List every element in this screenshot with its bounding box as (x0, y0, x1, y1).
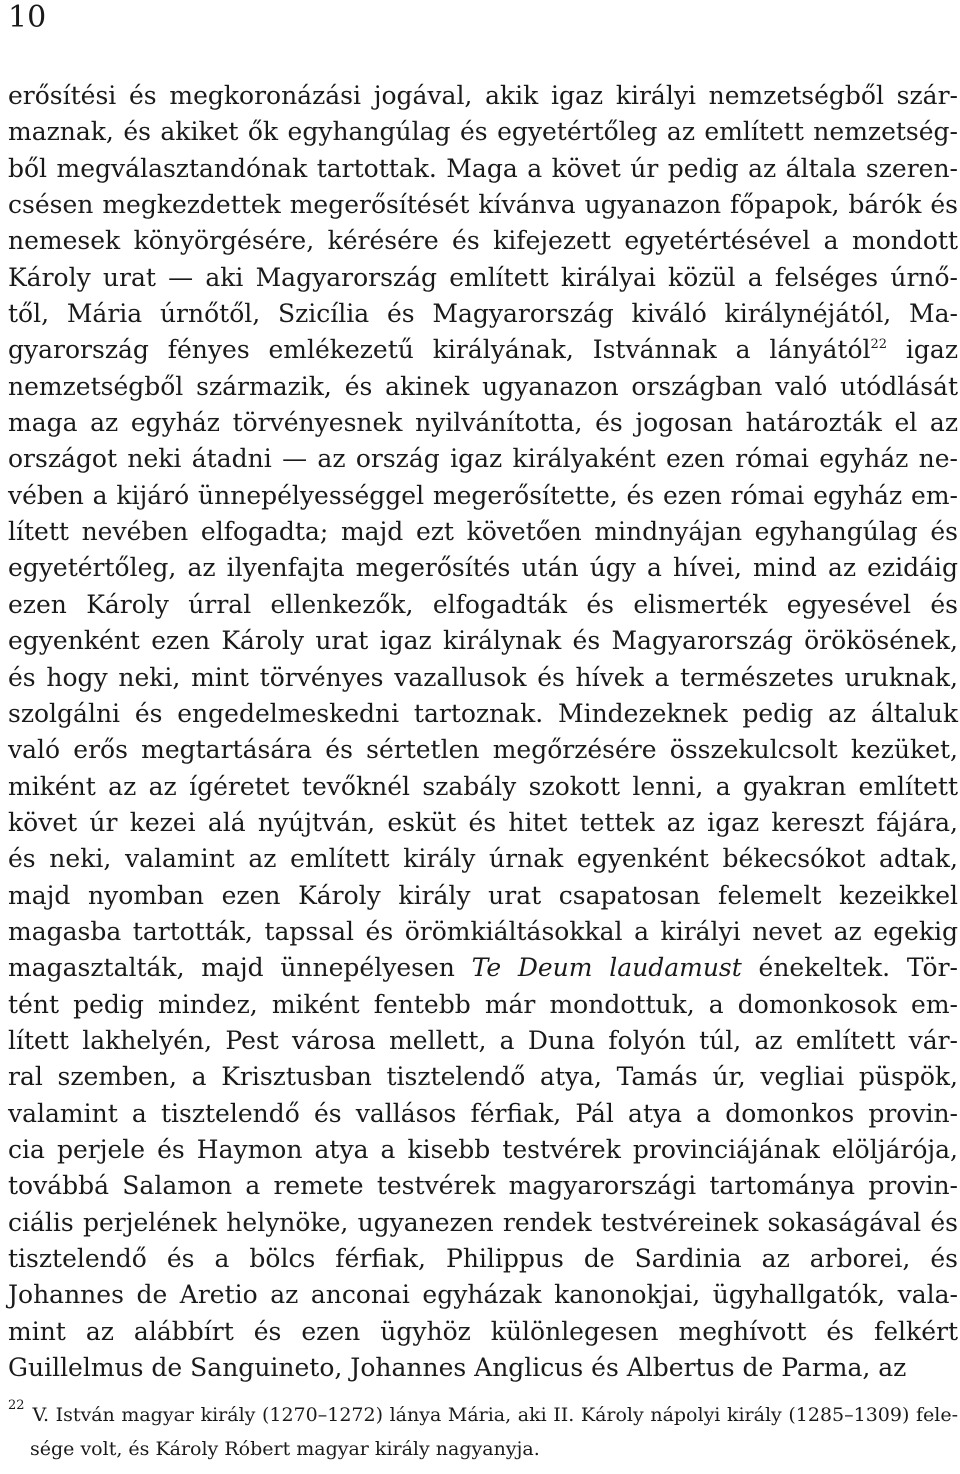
text-segment: maga az egyház törvényesnek nyilvánította, és jogosan határozták el az (8, 408, 958, 438)
text-segment: nemesek könyörgésére, kérésére és kifejezett egyetértésével a mondott (8, 226, 958, 256)
text-segment: Johannes de Aretio az anconai egyházak kanonokjai, ügyhallgatók, vala- (8, 1280, 958, 1310)
text-line (8, 1059, 958, 1095)
text-segment: egyetértőleg, az ilyenfajta megerősítés után úgy a hívei, mind az ezidáig (8, 553, 958, 583)
text-line (8, 296, 958, 332)
text-line (8, 805, 958, 841)
footnote-line (8, 1432, 958, 1466)
text-segment: továbbá Salamon a remete testvérek magyarországi tartománya provin- (8, 1171, 958, 1201)
text-line (8, 660, 958, 696)
text-line (8, 914, 958, 950)
text-segment: lített nevében elfogadta; majd ezt követően mindnyájan egyhangúlag és (8, 517, 958, 547)
text-segment: vében a kijáró ünnepélyességgel megerősítette, és ezen római egyház em- (8, 480, 958, 510)
text-segment: lített lakhelyén, Pest városa mellett, a Duna folyón túl, az említett vár- (8, 1025, 958, 1055)
text-line (8, 1168, 958, 1204)
text-segment: cia perjele és Haymon atya a kisebb testvérek provinciájának elöljárója, (8, 1134, 958, 1164)
text-line (8, 1132, 958, 1168)
text-segment: ből megválasztandónak tartottak. Maga a követ úr pedig az általa szeren- (8, 153, 958, 183)
text-line (8, 187, 958, 223)
text-line (8, 78, 958, 114)
footnote-mark: 22 (8, 1398, 25, 1413)
text-segment: mint az alábbírt és ezen ügyhöz különlegesen meghívott és felkért (8, 1316, 958, 1346)
text-segment: országot neki átadni — az ország igaz királyaként ezen római egyház ne- (8, 444, 958, 474)
text-line (8, 514, 958, 550)
text-line (8, 114, 958, 150)
text-line (8, 987, 958, 1023)
text-line (8, 1023, 958, 1059)
text-line (8, 478, 958, 514)
text-line (8, 732, 958, 768)
text-line (8, 151, 958, 187)
text-segment: tisztelendő és a bölcs férfiak, Philippus de Sardinia az arborei, és (8, 1244, 958, 1273)
text-segment: maznak, és akiket ők egyhangúlag és egyetértőleg az említett nemzetség- (8, 117, 958, 147)
text-line (8, 223, 958, 259)
text-line (8, 950, 958, 986)
text-segment: egyenként ezen Károly urat igaz királynak és Magyarország örökösének, (8, 626, 958, 656)
text-segment: igaz (887, 335, 958, 365)
text-segment: valamint a tisztelendő és vallásos férfiak, Pál atya a domonkos provin- (8, 1098, 958, 1128)
text-segment: és hogy neki, mint törvényes vazallusok és hívek a természetes uruknak, (8, 662, 958, 692)
text-segment: énekeltek. Tör- (741, 953, 958, 983)
text-line (8, 1314, 958, 1350)
italic-text: Te Deum laudamust (471, 953, 742, 983)
text-line (8, 1350, 958, 1386)
footnotes (8, 1398, 958, 1466)
text-line (8, 369, 958, 405)
text-line (8, 550, 958, 586)
text-segment: és neki, valamint az említett király úrnak egyenként békecsókot adtak, (8, 844, 958, 874)
footnote-line (8, 1398, 958, 1432)
text-line (8, 1205, 958, 1241)
text-line (8, 841, 958, 877)
text-segment: ezen Károly úrral ellenkezők, elfogadták és elismerték egyesével és (8, 589, 958, 619)
text-segment: csésen megkezdettek megerősítését kívánva ugyanazon főpapok, bárók és (8, 190, 958, 220)
footnote-text: sége volt, és Károly Róbert magyar király nagyanyja. (30, 1438, 540, 1460)
text-segment: től, Mária úrnőtől, Szicília és Magyarország kiváló királynéjától, Ma- (8, 299, 958, 329)
text-segment: erősítési és megkoronázási jogával, akik igaz királyi nemzetségből szár- (8, 81, 958, 110)
text-segment: ciális perjelének helynöke, ugyanezen rendek testvéreinek sokaságával és (8, 1207, 958, 1237)
body-text (8, 78, 958, 1386)
footnote-reference: 22 (870, 337, 888, 353)
text-line (8, 623, 958, 659)
footnote-text: V. István magyar király (1270–1272) lánya Mária, aki II. Károly nápolyi király (1285–1309) fele- (32, 1404, 958, 1426)
text-line (8, 1277, 958, 1313)
text-line (8, 587, 958, 623)
text-segment: tént pedig mindez, miként fentebb már mondottuk, a domonkosok em- (8, 989, 958, 1019)
text-segment: Guillelmus de Sanguineto, Johannes Anglicus és Albertus de Parma, az (8, 1353, 907, 1383)
text-line (8, 1096, 958, 1132)
text-segment: szolgálni és engedelmeskedni tartoznak. Mindezeknek pedig az általuk (8, 698, 958, 728)
text-line (8, 441, 958, 477)
text-line (8, 878, 958, 914)
text-segment: követ úr kezei alá nyújtván, esküt és hitet tettek az igaz kereszt fájára, (8, 807, 958, 837)
text-segment: való erős megtartására és sértetlen megőrzésére összekulcsolt kezüket, (8, 735, 958, 765)
text-segment: majd nyomban ezen Károly király urat csapatosan felemelt kezeikkel (8, 880, 958, 910)
text-line (8, 260, 958, 296)
text-segment: ral szemben, a Krisztusban tisztelendő atya, Tamás úr, vegliai püspök, (8, 1062, 958, 1092)
page-number: 10 (8, 0, 47, 35)
text-line (8, 405, 958, 441)
text-segment: nemzetségből származik, és akinek ugyanazon országban való utódlását (8, 371, 958, 401)
text-segment: Károly urat — aki Magyarország említett királyai közül a felséges úrnő- (8, 262, 958, 292)
text-segment: gyarország fényes emlékezetű királyának, Istvánnak a lányától (8, 335, 871, 365)
text-segment: magasztalták, majd ünnepélyesen (8, 953, 472, 983)
text-line (8, 696, 958, 732)
text-segment: miként az az ígéretet tevőknél szabály szokott lenni, a gyakran említett (8, 771, 958, 801)
text-line (8, 769, 958, 805)
text-segment: magasba tartották, tapssal és örömkiáltásokkal a királyi nevet az egekig (8, 916, 958, 946)
text-line (8, 1241, 958, 1277)
text-line (8, 332, 958, 368)
